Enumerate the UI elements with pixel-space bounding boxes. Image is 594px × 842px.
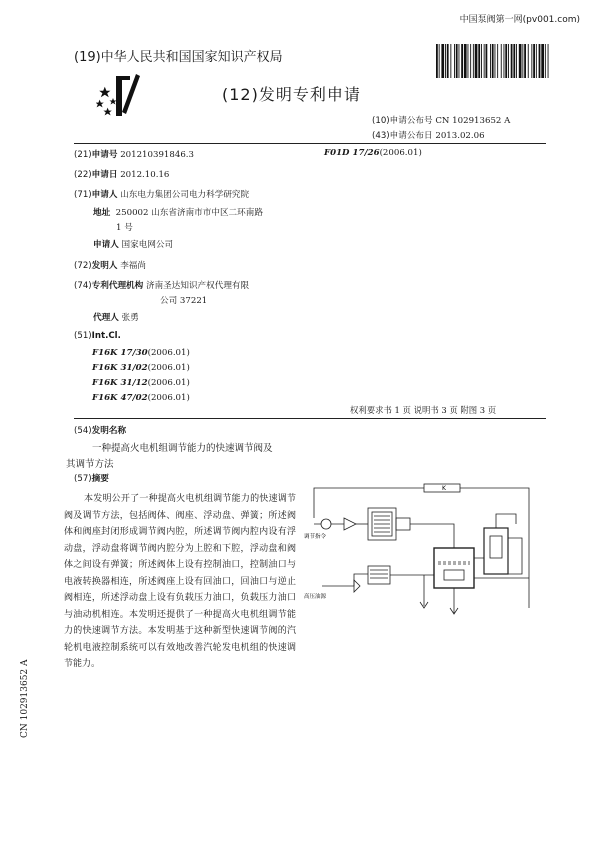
publication-number-label: (10)申请公布号: [372, 116, 433, 126]
ipc-main-class: F01D 17/26: [324, 148, 380, 158]
field-code: (57): [74, 474, 92, 484]
document-type-title: (12)发明专利申请: [222, 85, 361, 104]
agency-label: 专利代理机构: [91, 281, 144, 291]
ipc-item: [92, 378, 190, 388]
feedback-line: [314, 488, 529, 608]
abstract-label: 摘要: [91, 474, 109, 484]
ipc-class: F16K 17/30: [92, 348, 148, 358]
int-cl-row: [74, 331, 121, 341]
field-code: (22): [74, 170, 92, 180]
ipc-main-year: (2006.01): [379, 148, 422, 158]
header-divider: [74, 143, 546, 144]
ipc-year: (2006.01): [147, 348, 190, 358]
check-valve: [354, 580, 360, 592]
agency-row: [74, 279, 249, 291]
agency-name-line-2: 公司 37221: [160, 296, 208, 306]
publication-date-row: [372, 129, 485, 141]
figure-label-oil-source: 高压油源: [304, 594, 327, 600]
applicant-name: 山东电力集团公司电力科学研究院: [120, 190, 250, 200]
field-code: (21): [74, 150, 92, 160]
applicant-row: [74, 188, 249, 200]
ipc-class: F16K 47/02: [92, 393, 148, 403]
valve-body: [434, 548, 474, 588]
application-number-row: [74, 148, 194, 160]
application-date: 2012.10.16: [120, 170, 170, 180]
invention-title-line-1: 一种提高火电机组调节能力的快速调节阀及: [92, 443, 273, 454]
ipc-year: (2006.01): [147, 363, 190, 373]
application-date-label: 申请日: [91, 170, 118, 180]
application-date-row: [74, 168, 169, 180]
ipc-item: [92, 363, 190, 373]
applicant-label: 申请人: [91, 190, 118, 200]
ipc-item: [92, 393, 190, 403]
agent-label: 代理人: [93, 313, 119, 323]
agent-name: 张勇: [121, 313, 139, 323]
servo-cylinder: [484, 528, 508, 574]
address-row: [93, 206, 263, 218]
abstract-paragraph: 本发明公开了一种提高火电机组调节能力的快速调节阀及调节方法，包括阀体、阀座、浮动盘、弹簧；所述阀体和阀座封闭形成调节阀内腔，所述调节阀内腔内设有浮动盘，浮动盘将调节阀内腔分为上腔和下腔，浮动盘和阀体之间设有弹簧；所述阀体上设有控制油口，控制油口与电液转换器相连，所述阀座上设有回油口，回油口与逆止阀相连，所述浮动盘上设有负载压力油口，负载压力油口与油动机相连。本发明还提供了一种提高火电机组调节能力的快速调节方法。本发明基于这种新型快速调节阀的汽轮机电液控制系统可以有效地改善汽轮发电机组的快速调节能力。: [64, 494, 296, 669]
co-applicant-label: 申请人: [93, 240, 119, 250]
barcode: [436, 44, 550, 78]
co-applicant-name: 国家电网公司: [121, 240, 174, 250]
invention-title-row: [74, 424, 126, 436]
abstract-body: [64, 491, 296, 673]
ipc-year: (2006.01): [147, 378, 190, 388]
address-label: 地址: [93, 208, 111, 218]
address-line-2: 1 号: [116, 223, 133, 233]
invention-title-label: 发明名称: [91, 426, 127, 436]
agent-row: [93, 311, 139, 323]
publication-date: 2013.02.06: [435, 131, 485, 141]
agency-name-line-1: 济南圣达知识产权代理有限: [145, 281, 250, 291]
ipc-class: F16K 31/12: [92, 378, 148, 388]
publication-date-label: (43)申请公布日: [372, 131, 433, 141]
side-publication-number: CN 102913652 A: [20, 659, 30, 738]
page-count-summary: 权利要求书 1 页 说明书 3 页 附图 3 页: [350, 405, 497, 415]
publication-number: CN 102913652 A: [435, 116, 511, 126]
ipc-main-row: [324, 148, 422, 158]
abstract-heading-row: [74, 472, 109, 484]
feedback-box-label: K: [442, 485, 446, 492]
invention-title-line-2: 其调节方法: [66, 459, 114, 470]
field-code: (74): [74, 281, 92, 291]
fields-divider: [74, 418, 546, 419]
summing-junction: [321, 519, 331, 529]
amplifier-triangle: [344, 518, 356, 530]
figure-label-command: 调节指令: [304, 534, 327, 540]
field-code: (51): [74, 331, 92, 341]
address-line-1: 250002 山东省济南市市中区二环南路: [115, 208, 263, 218]
ipc-class: F16K 31/02: [92, 363, 148, 373]
inventor-label: 发明人: [91, 261, 118, 271]
field-code: (71): [74, 190, 92, 200]
co-applicant-row: [93, 238, 173, 250]
site-watermark: 中国泵阀第一网(pv001.com): [459, 15, 580, 25]
int-cl-label: Int.Cl.: [91, 331, 121, 341]
field-code: (54): [74, 426, 92, 436]
inventor-row: [74, 259, 146, 271]
ipc-year: (2006.01): [147, 393, 190, 403]
issuing-authority: (19)中华人民共和国国家知识产权局: [74, 50, 283, 65]
application-number-label: 申请号: [91, 150, 118, 160]
application-number: 201210391846.3: [120, 150, 194, 160]
field-code: (72): [74, 261, 92, 271]
sipo-logo-icon: [96, 70, 156, 120]
publication-number-row: [372, 114, 510, 126]
inventor-name: 李福尚: [120, 261, 146, 271]
abstract-figure-schematic: [304, 478, 534, 628]
ipc-item: [92, 348, 190, 358]
